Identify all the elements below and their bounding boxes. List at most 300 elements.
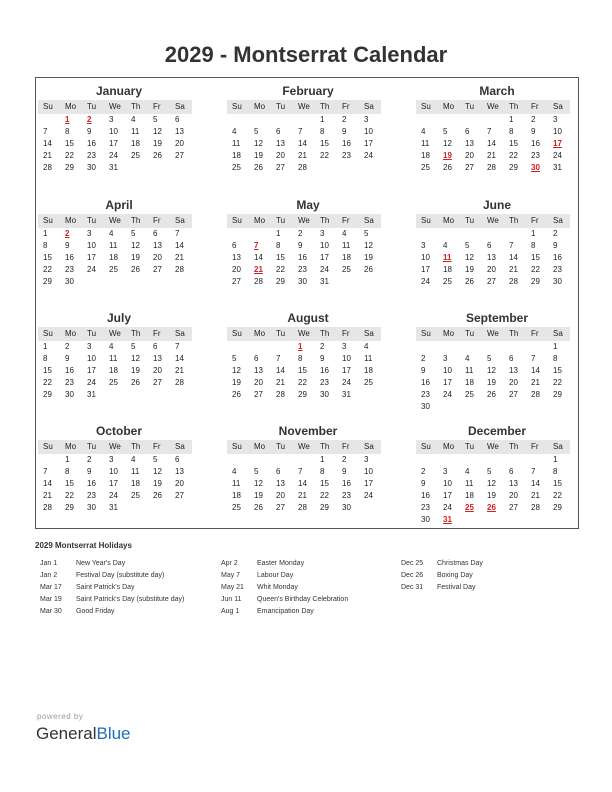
day-cell: 6 [509, 354, 514, 363]
holiday-date: Mar 19 [40, 596, 62, 603]
day-cell: 12 [153, 127, 162, 136]
day-cell: 10 [553, 127, 562, 136]
day-cell: 18 [342, 253, 351, 262]
day-cell: 19 [232, 378, 241, 387]
day-cell: 11 [465, 366, 474, 375]
week-row [416, 365, 570, 377]
holiday-name: Festival Day (substitute day) [76, 572, 165, 579]
holiday-item [401, 570, 483, 582]
day-cell [460, 514, 482, 526]
day-cell [526, 454, 548, 466]
holiday-day-cell: 2 [87, 115, 92, 124]
day-cell: 16 [421, 491, 430, 500]
weekday-label: Fr [153, 329, 161, 338]
week-row [227, 389, 381, 401]
day-cell: 12 [465, 253, 474, 262]
day-cell: 4 [109, 342, 114, 351]
day-cell: 16 [87, 479, 96, 488]
day-cell: 10 [342, 354, 351, 363]
day-cell: 19 [254, 491, 263, 500]
holiday-day-cell: 1 [298, 342, 303, 351]
weekday-label: Fr [153, 102, 161, 111]
day-cell: 20 [509, 378, 518, 387]
day-cell: 29 [43, 390, 52, 399]
week-row [416, 502, 570, 514]
weekday-label: Tu [276, 329, 286, 338]
day-cell: 26 [254, 503, 263, 512]
holiday-date: Jan 2 [40, 572, 58, 579]
day-cell: 30 [553, 277, 562, 286]
week-row [38, 114, 192, 126]
day-cell: 1 [509, 115, 514, 124]
weekday-label: Mo [65, 216, 77, 225]
day-cell: 8 [553, 354, 558, 363]
weekday-label: Th [320, 102, 330, 111]
weekday-label: Fr [153, 216, 161, 225]
day-cell: 5 [131, 342, 136, 351]
holiday-item [401, 558, 483, 570]
month-name: June [482, 198, 511, 212]
day-cell: 16 [65, 253, 74, 262]
week-row [227, 502, 381, 514]
day-cell: 30 [65, 390, 74, 399]
day-cell: 27 [175, 491, 184, 500]
day-cell: 5 [153, 115, 158, 124]
weekday-label: Fr [531, 216, 539, 225]
day-cell: 15 [65, 139, 74, 148]
day-cell [416, 341, 438, 353]
day-cell: 2 [531, 115, 536, 124]
day-cell: 3 [364, 115, 369, 124]
day-cell: 30 [421, 515, 430, 524]
weekday-label: Sa [364, 216, 374, 225]
week-row [227, 150, 381, 162]
weekday-label: Sa [364, 102, 374, 111]
month-february [227, 80, 381, 190]
week-row [416, 490, 570, 502]
weekday-label: Su [232, 329, 242, 338]
day-cell [482, 514, 504, 526]
day-cell: 24 [364, 491, 373, 500]
day-cell: 28 [175, 265, 184, 274]
weekday-label: Th [131, 102, 141, 111]
holiday-item [221, 558, 348, 570]
weekday-label: Su [232, 216, 242, 225]
day-cell: 29 [43, 277, 52, 286]
week-row [416, 228, 570, 240]
holiday-date: Dec 31 [401, 584, 424, 591]
day-cell: 2 [87, 455, 92, 464]
day-cell: 27 [276, 163, 285, 172]
week-row [416, 466, 570, 478]
day-cell: 20 [153, 366, 162, 375]
day-cell: 27 [509, 390, 518, 399]
weekday-label: Su [421, 102, 431, 111]
week-row [227, 252, 381, 264]
day-cell: 4 [131, 455, 136, 464]
day-cell: 21 [175, 253, 184, 262]
day-cell: 19 [487, 378, 496, 387]
day-cell: 31 [109, 503, 118, 512]
day-cell: 2 [421, 354, 426, 363]
day-cell: 19 [465, 265, 474, 274]
holiday-day-cell: 2 [65, 229, 70, 238]
holiday-date: Mar 17 [40, 584, 62, 591]
weekday-label: Mo [443, 216, 455, 225]
day-cell [460, 114, 482, 126]
holiday-column [401, 558, 483, 594]
holiday-date: May 7 [221, 572, 241, 579]
holiday-date: Dec 25 [401, 560, 424, 567]
day-cell: 5 [254, 467, 259, 476]
day-cell [315, 162, 337, 174]
day-cell: 13 [509, 366, 518, 375]
day-cell: 2 [421, 467, 426, 476]
day-cell: 30 [87, 163, 96, 172]
weekday-label: Sa [553, 329, 563, 338]
holiday-date: Mar 30 [40, 608, 62, 615]
month-name: January [95, 84, 143, 98]
weekday-label: We [109, 216, 121, 225]
day-cell: 17 [443, 378, 452, 387]
day-cell [104, 276, 126, 288]
week-row [416, 150, 570, 162]
day-cell [482, 454, 504, 466]
day-cell: 30 [298, 277, 307, 286]
day-cell: 2 [320, 342, 325, 351]
day-cell: 8 [531, 241, 536, 250]
weekday-label: Tu [465, 102, 475, 111]
weekday-label: Sa [175, 442, 185, 451]
weekday-label: Th [131, 329, 141, 338]
day-cell: 14 [509, 253, 518, 262]
day-cell: 13 [175, 127, 184, 136]
weekday-label: Tu [276, 442, 286, 451]
day-cell [504, 341, 526, 353]
weekday-label: Sa [364, 442, 374, 451]
day-cell: 10 [443, 366, 452, 375]
day-cell: 28 [531, 503, 540, 512]
day-cell: 14 [43, 479, 52, 488]
weekday-label: Fr [342, 329, 350, 338]
day-cell: 24 [109, 491, 118, 500]
weekday-header [416, 327, 570, 341]
day-cell: 10 [320, 241, 329, 250]
holiday-name: Saint Patrick's Day [76, 584, 135, 591]
day-cell: 31 [87, 390, 96, 399]
holiday-day-cell: 30 [531, 163, 540, 172]
month-name: July [106, 311, 131, 325]
day-cell [438, 228, 460, 240]
day-cell: 6 [232, 241, 237, 250]
day-cell: 6 [153, 229, 158, 238]
month-july [38, 307, 192, 417]
day-cell: 29 [298, 390, 307, 399]
week-row [416, 264, 570, 276]
day-cell: 6 [175, 455, 180, 464]
weekday-header [227, 327, 381, 341]
day-cell: 10 [443, 479, 452, 488]
month-name: September [465, 311, 529, 325]
day-cell: 22 [320, 491, 329, 500]
day-cell: 20 [509, 491, 518, 500]
weekday-label: We [109, 102, 121, 111]
day-cell: 27 [276, 503, 285, 512]
day-cell: 16 [553, 253, 562, 262]
day-cell: 30 [65, 277, 74, 286]
week-row [38, 377, 192, 389]
day-cell: 15 [553, 479, 562, 488]
weekday-header [416, 100, 570, 114]
weekday-label: Th [320, 216, 330, 225]
weekday-label: Mo [254, 102, 266, 111]
day-cell: 15 [65, 479, 74, 488]
day-cell: 1 [65, 455, 70, 464]
day-cell [482, 228, 504, 240]
day-cell: 15 [43, 366, 52, 375]
week-row [416, 353, 570, 365]
day-cell: 12 [487, 479, 496, 488]
generalblue-logo[interactable] [36, 724, 131, 744]
week-row [416, 377, 570, 389]
day-cell: 5 [487, 354, 492, 363]
day-cell: 29 [553, 390, 562, 399]
day-cell: 13 [232, 253, 241, 262]
day-cell: 9 [87, 467, 92, 476]
week-row [38, 240, 192, 252]
day-cell [460, 401, 482, 413]
day-cell [227, 114, 249, 126]
day-cell: 25 [131, 491, 140, 500]
day-cell: 21 [531, 378, 540, 387]
weekday-label: Su [421, 442, 431, 451]
week-row [227, 264, 381, 276]
day-cell: 23 [342, 491, 351, 500]
day-cell [126, 276, 148, 288]
day-cell: 3 [342, 342, 347, 351]
day-cell: 2 [342, 455, 347, 464]
day-cell: 14 [487, 139, 496, 148]
day-cell: 8 [65, 127, 70, 136]
day-cell [416, 114, 438, 126]
day-cell [148, 389, 170, 401]
powered-by-text: powered by [37, 712, 84, 721]
day-cell: 10 [364, 467, 373, 476]
holiday-item [221, 582, 348, 594]
holiday-item [40, 558, 184, 570]
holiday-date: Aug 1 [221, 608, 240, 615]
day-cell: 19 [153, 139, 162, 148]
day-cell [359, 502, 381, 514]
day-cell: 12 [487, 366, 496, 375]
day-cell: 12 [131, 354, 140, 363]
day-cell: 31 [342, 390, 351, 399]
month-april [38, 194, 192, 304]
week-row [38, 341, 192, 353]
day-cell: 11 [109, 354, 118, 363]
weekday-label: Sa [553, 216, 563, 225]
day-cell: 7 [43, 467, 48, 476]
day-cell: 16 [531, 139, 540, 148]
day-cell: 7 [43, 127, 48, 136]
day-cell: 15 [320, 139, 329, 148]
day-cell: 17 [443, 491, 452, 500]
day-cell: 30 [421, 402, 430, 411]
day-cell [38, 114, 60, 126]
day-cell: 23 [421, 390, 430, 399]
day-cell: 7 [298, 467, 303, 476]
day-cell: 7 [509, 241, 514, 250]
holiday-day-cell: 1 [65, 115, 70, 124]
day-cell [249, 454, 271, 466]
weekday-label: Su [232, 442, 242, 451]
weekday-label: Tu [276, 216, 286, 225]
holiday-item [40, 594, 184, 606]
day-cell [416, 228, 438, 240]
weekday-label: Su [43, 329, 53, 338]
day-cell: 3 [553, 115, 558, 124]
day-cell: 8 [320, 467, 325, 476]
day-cell: 4 [421, 127, 426, 136]
day-cell [293, 454, 315, 466]
day-cell [482, 401, 504, 413]
day-cell: 28 [298, 163, 307, 172]
day-cell: 16 [65, 366, 74, 375]
day-cell: 12 [364, 241, 373, 250]
day-cell: 4 [465, 467, 470, 476]
weekday-label: Sa [364, 329, 374, 338]
day-cell [249, 228, 271, 240]
day-cell [359, 162, 381, 174]
day-cell: 7 [487, 127, 492, 136]
day-cell: 3 [443, 354, 448, 363]
day-cell: 20 [276, 151, 285, 160]
weekday-header [227, 440, 381, 454]
day-cell: 7 [531, 354, 536, 363]
day-cell [126, 162, 148, 174]
day-cell: 23 [87, 151, 96, 160]
day-cell: 10 [364, 127, 373, 136]
holiday-item [40, 606, 184, 618]
day-cell: 22 [65, 151, 74, 160]
week-row [227, 240, 381, 252]
weekday-label: Th [131, 216, 141, 225]
day-cell: 13 [276, 479, 285, 488]
day-cell: 9 [320, 354, 325, 363]
day-cell: 7 [531, 467, 536, 476]
holiday-day-cell: 11 [443, 253, 452, 262]
day-cell [271, 341, 293, 353]
weekday-label: Th [509, 329, 519, 338]
day-cell: 29 [276, 277, 285, 286]
day-cell: 3 [421, 241, 426, 250]
holiday-item [221, 570, 348, 582]
day-cell: 27 [232, 277, 241, 286]
week-row [416, 341, 570, 353]
brand-general: General [36, 724, 97, 743]
month-name: December [467, 424, 527, 438]
day-cell: 10 [421, 253, 430, 262]
day-cell: 1 [553, 455, 558, 464]
day-cell [460, 228, 482, 240]
weekday-label: Tu [87, 329, 97, 338]
weekday-label: We [487, 102, 499, 111]
day-cell: 3 [364, 455, 369, 464]
day-cell: 1 [320, 115, 325, 124]
week-row [416, 401, 570, 413]
day-cell [504, 228, 526, 240]
day-cell: 29 [65, 163, 74, 172]
day-cell: 25 [364, 378, 373, 387]
day-cell [38, 454, 60, 466]
day-cell: 8 [509, 127, 514, 136]
day-cell: 22 [509, 151, 518, 160]
holiday-item [40, 570, 184, 582]
day-cell: 8 [43, 241, 48, 250]
day-cell: 21 [298, 151, 307, 160]
day-cell: 12 [232, 366, 241, 375]
day-cell: 5 [254, 127, 259, 136]
day-cell: 28 [43, 503, 52, 512]
day-cell [548, 401, 570, 413]
day-cell: 30 [342, 503, 351, 512]
day-cell: 14 [175, 354, 184, 363]
day-cell [526, 341, 548, 353]
day-cell: 20 [232, 265, 241, 274]
month-december [416, 420, 570, 530]
day-cell: 2 [342, 115, 347, 124]
week-row [227, 490, 381, 502]
day-cell: 1 [320, 455, 325, 464]
day-cell: 4 [465, 354, 470, 363]
day-cell [249, 341, 271, 353]
day-cell: 25 [232, 503, 241, 512]
day-cell: 11 [232, 479, 241, 488]
day-cell [104, 389, 126, 401]
month-june [416, 194, 570, 304]
week-row [416, 114, 570, 126]
day-cell: 26 [232, 390, 241, 399]
day-cell: 22 [531, 265, 540, 274]
weekday-label: We [487, 216, 499, 225]
weekday-label: Tu [276, 102, 286, 111]
holiday-day-cell: 21 [254, 265, 263, 274]
day-cell: 4 [109, 229, 114, 238]
day-cell: 28 [276, 390, 285, 399]
day-cell: 5 [131, 229, 136, 238]
day-cell: 22 [298, 378, 307, 387]
holiday-date: Jun 11 [221, 596, 242, 603]
day-cell: 6 [254, 354, 259, 363]
day-cell: 15 [43, 253, 52, 262]
weekday-label: Mo [443, 329, 455, 338]
day-cell: 16 [421, 378, 430, 387]
day-cell: 11 [465, 479, 474, 488]
day-cell: 20 [153, 253, 162, 262]
day-cell [227, 228, 249, 240]
day-cell: 1 [43, 229, 48, 238]
day-cell [271, 454, 293, 466]
day-cell: 20 [465, 151, 474, 160]
week-row [38, 478, 192, 490]
day-cell: 4 [232, 467, 237, 476]
day-cell: 5 [153, 455, 158, 464]
day-cell: 3 [87, 229, 92, 238]
holiday-name: Easter Monday [257, 560, 305, 567]
day-cell [271, 114, 293, 126]
day-cell: 31 [320, 277, 329, 286]
day-cell: 28 [531, 390, 540, 399]
